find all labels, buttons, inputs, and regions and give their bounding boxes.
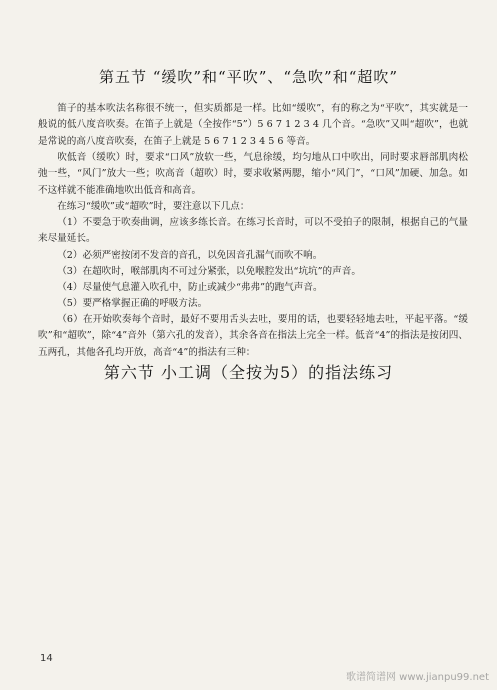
list-item-3: （3）在超吹时，喉部肌肉不可过分紧张，以免喉腔发出“坑坑”的声音。 [57,266,361,277]
list-item-4: （4）尽量使气息灌入吹孔中，防止或减少“弗弗”的跑气声音。 [57,282,323,293]
paragraph-technique: 吹低音（缓吹）时，要求“口风”放软一些，气息徐缓，均匀地从口中吹出，同时要求唇部肌肉松弛一些，“风门”放大一些；吹高音（超吹）时，要求收紧两腮，缩小“风门”，“口风”加硬、加急。如不这样就不能准确地吹出低音和高音。 [38,152,468,196]
page-number: 14 [40,653,53,664]
list-item-2: （2）必须严密按闭不发音的音孔，以免因音孔漏气而吹不响。 [57,250,323,261]
site-watermark: 歌谱简谱网 www.jianpu99.net [346,672,489,683]
list-item-5: （5）要严格掌握正确的呼吸方法。 [57,298,208,309]
list-item-6: （6）在开始吹奏每个音时，最好不要用舌头去吐，要用的话，也要轻轻地去吐，平起平落。“缓吹”和“超吹”，除“4”音外（第六孔的发音），其余各音在指法上完全一样。低音“4”的指法是按闭四、五两孔，其他各孔均开放，高音“4”的指法有三种： [38,314,468,358]
paragraph-intro: 笛子的基本吹法名称很不统一，但实质都是一样。比如“缓吹”，有的称之为“平吹”，其实就是一般说的低八度音吹奏。在笛子上就是（全按作“5”）5 6 7 1 2 3 4 几个音。“急吹”又叫“超吹”，也就是常说的高八度音吹奏，在笛子上就是 5 6 7 1 2 3 4 5 6 等音。 [38,103,468,147]
section-6-heading: 第六节 小工调（全按为5）的指法练习 [103,363,394,382]
list-item-1: （1）不要急于吹奏曲调，应该多练长音。在练习长音时，可以不受拍子的限制，根据自己的气量来尽量延长。 [38,217,468,245]
paragraph-points-intro: 在练习“缓吹”或“超吹”时，要注意以下几点： [57,201,250,212]
section-5-heading: 第五节 “缓吹”和“平吹”、“急吹”和“超吹” [98,68,399,86]
